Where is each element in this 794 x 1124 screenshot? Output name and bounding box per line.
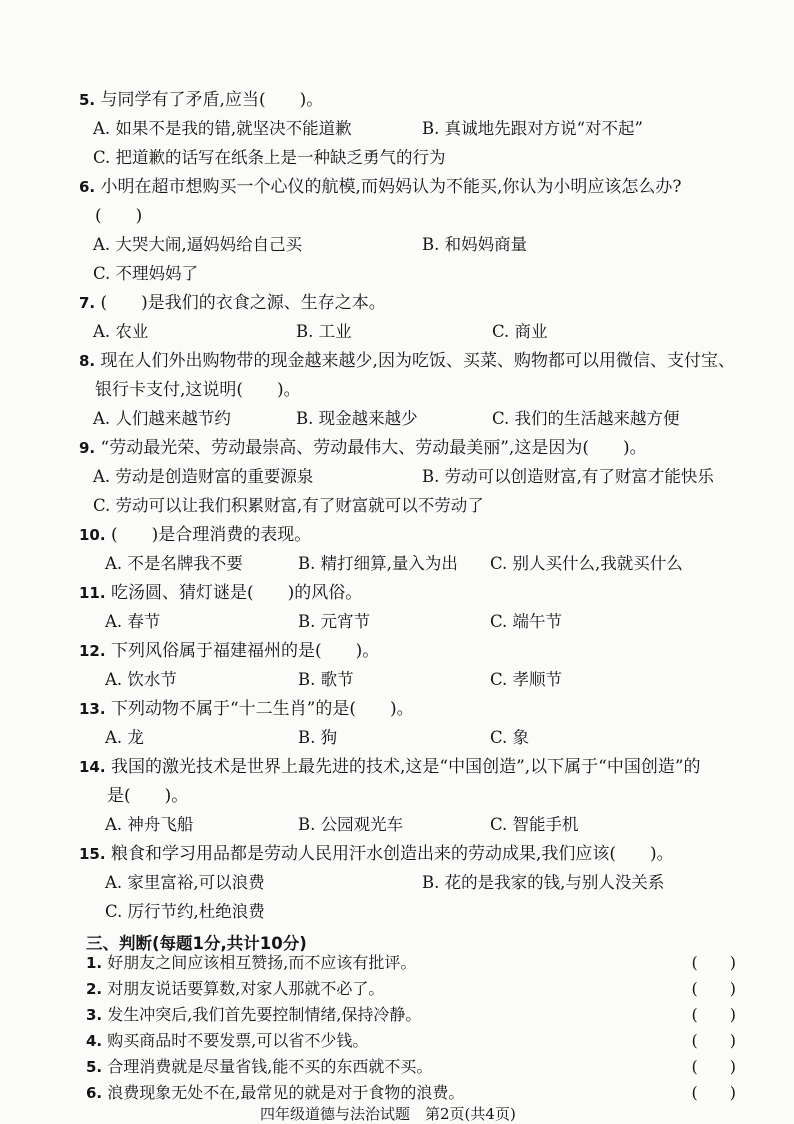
item-text: 合理消费就是尽量省钱,能不买的东西就不买。 (107, 1057, 433, 1076)
question-number: 5. (79, 91, 96, 109)
option-a: A. 大哭大闹,逼妈妈给自己买 (93, 235, 303, 254)
question-text: ( )是合理消费的表现。 (110, 525, 312, 545)
question-text: “劳动最光荣、劳动最崇高、劳动最伟大、劳动最美丽”,这是因为( )。 (100, 438, 647, 458)
option-a: A. 人们越来越节约 (93, 409, 231, 428)
judgment-item-1 (86, 953, 736, 973)
option-b: B. 真诚地先跟对方说“对不起” (422, 119, 643, 138)
answer-blank: ( ) (691, 1031, 736, 1050)
option-b: B. 精打细算,量入为出 (298, 554, 458, 573)
question-6 (79, 177, 681, 197)
question-text: 下列动物不属于“十二生肖”的是( )。 (110, 699, 414, 719)
question-14 (79, 757, 701, 777)
question-text: 现在人们外出购物带的现金越来越少,因为吃饭、买菜、购物都可以用微信、支付宝、 (100, 351, 735, 371)
question-text: 与同学有了矛盾,应当( )。 (100, 90, 324, 110)
question-text: 小明在超市想购买一个心仪的航模,而妈妈认为不能买,你认为小明应该怎么办? (100, 177, 682, 197)
question-number: 9. (79, 439, 96, 457)
option-b: B. 花的是我家的钱,与别人没关系 (422, 873, 665, 892)
option-a: A. 春节 (105, 612, 161, 631)
question-continuation: 银行卡支付,这说明( )。 (95, 380, 301, 400)
option-a: A. 如果不是我的错,就坚决不能道歉 (93, 119, 352, 138)
item-number: 4. (86, 1032, 103, 1050)
question-number: 15. (79, 845, 106, 863)
item-text: 浪费现象无处不在,最常见的就是对于食物的浪费。 (107, 1083, 465, 1102)
item-text: 购买商品时不要发票,可以省不少钱。 (107, 1031, 369, 1050)
question-text: 下列风俗属于福建福州的是( )。 (110, 641, 380, 661)
option-a: A. 劳动是创造财富的重要源泉 (93, 467, 314, 486)
judgment-item-2 (86, 979, 736, 999)
option-c: C. 劳动可以让我们积累财富,有了财富就可以不劳动了 (93, 496, 484, 515)
question-7 (79, 293, 386, 313)
answer-blank: ( ) (691, 1005, 736, 1024)
option-c: C. 不理妈妈了 (93, 264, 199, 283)
option-b: B. 公园观光车 (298, 815, 404, 834)
question-number: 14. (79, 758, 106, 776)
option-a: A. 神舟飞船 (105, 815, 194, 834)
question-number: 11. (79, 584, 106, 602)
judgment-item-3 (86, 1005, 736, 1025)
option-a: A. 家里富裕,可以浪费 (105, 873, 265, 892)
question-11 (79, 583, 362, 603)
question-text: 粮食和学习用品都是劳动人民用汗水创造出来的劳动成果,我们应该( )。 (110, 844, 674, 864)
question-5 (79, 90, 323, 110)
option-a: A. 不是名牌我不要 (105, 554, 243, 573)
option-c: C. 端午节 (490, 612, 563, 631)
item-number: 1. (86, 954, 103, 972)
option-a: A. 饮水节 (105, 670, 177, 689)
question-13 (79, 699, 414, 719)
item-number: 6. (86, 1084, 103, 1102)
question-number: 13. (79, 700, 106, 718)
judgment-item-6 (86, 1083, 736, 1103)
item-number: 3. (86, 1006, 103, 1024)
question-number: 10. (79, 526, 106, 544)
question-8 (79, 351, 735, 371)
item-number: 2. (86, 980, 103, 998)
option-c: C. 把道歉的话写在纸条上是一种缺乏勇气的行为 (93, 148, 446, 167)
question-number: 12. (79, 642, 106, 660)
question-15 (79, 844, 674, 864)
section-title: 三、判断(每题1分,共计10分) (86, 934, 307, 953)
option-c: C. 我们的生活越来越方便 (492, 409, 680, 428)
question-continuation: ( ) (95, 206, 143, 226)
option-c: C. 商业 (492, 322, 548, 341)
judgment-item-5 (86, 1057, 736, 1077)
question-10 (79, 525, 311, 545)
question-continuation: 是( )。 (107, 786, 189, 806)
question-number: 8. (79, 352, 96, 370)
question-text: 吃汤圆、猜灯谜是( )的风俗。 (110, 583, 363, 603)
option-a: A. 农业 (93, 322, 149, 341)
item-text: 发生冲突后,我们首先要控制情绪,保持冷静。 (107, 1005, 422, 1024)
option-c: C. 孝顺节 (490, 670, 563, 689)
option-b: B. 劳动可以创造财富,有了财富才能快乐 (422, 467, 714, 486)
option-b: B. 和妈妈商量 (422, 235, 528, 254)
question-number: 7. (79, 294, 96, 312)
answer-blank: ( ) (691, 953, 736, 972)
option-b: B. 狗 (298, 728, 338, 747)
option-a: A. 龙 (105, 728, 144, 747)
item-text: 对朋友说话要算数,对家人那就不必了。 (107, 979, 385, 998)
question-text: 我国的激光技术是世界上最先进的技术,这是“中国创造”,以下属于“中国创造”的 (110, 757, 701, 777)
option-b: B. 现金越来越少 (296, 409, 418, 428)
option-c: C. 智能手机 (490, 815, 579, 834)
answer-blank: ( ) (691, 1083, 736, 1102)
question-9 (79, 438, 647, 458)
question-text: ( )是我们的衣食之源、生存之本。 (100, 293, 386, 313)
item-text: 好朋友之间应该相互赞扬,而不应该有批评。 (107, 953, 417, 972)
item-number: 5. (86, 1058, 103, 1076)
option-c: C. 厉行节约,杜绝浪费 (105, 902, 265, 921)
judgment-item-4 (86, 1031, 736, 1051)
option-b: B. 工业 (296, 322, 352, 341)
option-b: B. 元宵节 (298, 612, 371, 631)
answer-blank: ( ) (691, 1057, 736, 1076)
option-c: C. 象 (490, 728, 530, 747)
option-c: C. 别人买什么,我就买什么 (490, 554, 683, 573)
page-footer: 四年级道德与法治试题 第2页(共4页) (260, 1105, 516, 1123)
option-b: B. 歌节 (298, 670, 354, 689)
question-number: 6. (79, 178, 96, 196)
answer-blank: ( ) (691, 979, 736, 998)
question-12 (79, 641, 379, 661)
